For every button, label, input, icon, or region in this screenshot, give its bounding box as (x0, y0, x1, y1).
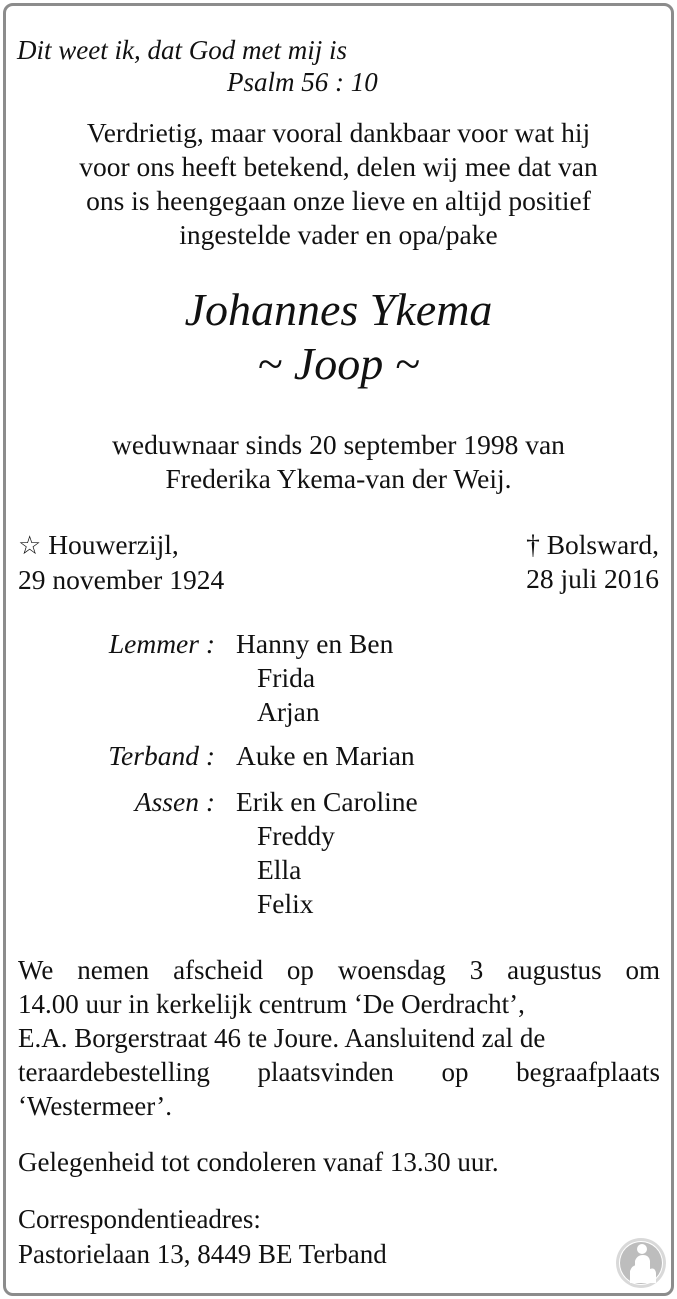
farewell-line: 14.00 uur in kerkelijk centrum ‘De Oerdracht’, (18, 989, 525, 1019)
widower-text (0, 428, 677, 496)
family-member: Frida (257, 662, 316, 693)
family-member: Hanny en Ben (236, 628, 394, 659)
death-date: 28 juli 2016 (526, 563, 659, 594)
deceased-name: Johannes Ykema (184, 284, 493, 335)
intro-line: ons is heengegaan onze lieve en altijd positief (86, 185, 591, 216)
family-member: Arjan (257, 696, 320, 727)
intro-text (0, 116, 677, 252)
birth-star-icon: ☆ (18, 531, 42, 560)
memorial-figure-icon (615, 1237, 667, 1289)
death-cross-icon: † (526, 529, 540, 560)
widower-line: weduwnaar sinds 20 september 1998 van (112, 429, 565, 460)
death-info (526, 528, 659, 596)
death-place: Bolsward, (546, 529, 659, 560)
birth-date: 29 november 1924 (18, 564, 225, 595)
deceased-nickname: ~ Joop ~ (257, 338, 420, 389)
farewell-line: ‘Westermeer’. (18, 1091, 172, 1121)
family-member: Felix (257, 888, 314, 919)
intro-line: ingestelde vader en opa/pake (179, 219, 498, 250)
correspondence-address: Pastorielaan 13, 8449 BE Terband (18, 1239, 387, 1269)
verse-reference: Psalm 56 : 10 (227, 67, 378, 97)
condolence-text: Gelegenheid tot condoleren vanaf 13.30 uur. (18, 1147, 499, 1177)
family-place-label: Assen : (134, 786, 215, 817)
birth-place: Houwerzijl, (48, 529, 179, 560)
farewell-line: E.A. Borgerstraat 46 te Joure. Aansluitend zal de (18, 1023, 546, 1053)
birth-info (18, 528, 224, 597)
intro-line: voor ons heeft betekend, delen wij mee dat van (79, 151, 598, 182)
widower-line: Frederika Ykema-van der Weij. (165, 463, 512, 494)
verse-text: Dit weet ik, dat God met mij is (17, 35, 347, 65)
family-member: Ella (257, 854, 302, 885)
intro-line: Verdrietig, maar vooral dankbaar voor wat hij (86, 117, 591, 148)
correspondence-label: Correspondentieadres: (18, 1204, 261, 1234)
farewell-text (18, 953, 660, 1123)
family-place-label: Terband : (108, 740, 215, 771)
farewell-line: teraardebestelling plaatsvinden op begraafplaats (18, 1057, 660, 1087)
family-member: Auke en Marian (236, 740, 415, 771)
family-member: Freddy (257, 820, 335, 851)
family-place-label: Lemmer : (108, 628, 215, 659)
farewell-line: We nemen afscheid op woensdag 3 augustus om (18, 955, 660, 985)
family-member: Erik en Caroline (236, 786, 418, 817)
